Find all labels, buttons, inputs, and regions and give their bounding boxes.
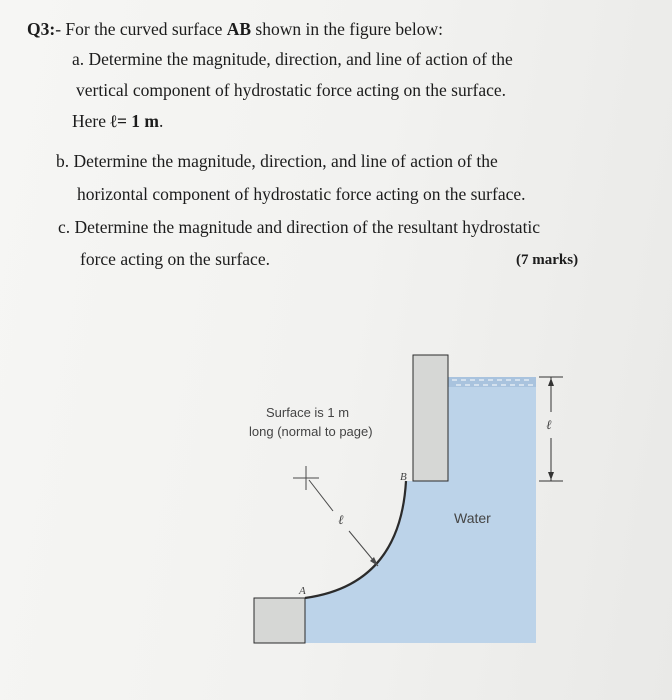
length-value: ℓ= 1 m (110, 111, 160, 131)
depth-arrow-top (548, 378, 554, 386)
note-line2: long (normal to page) (249, 424, 373, 439)
part-a-line1: a. Determine the magnitude, direction, and line of action of the (72, 49, 513, 69)
radius-label: ℓ (338, 512, 344, 527)
part-c-line1: c. Determine the magnitude and direction of the resultant hydrostatic (58, 217, 541, 237)
part-a-line2: vertical component of hydrostatic force acting on the surface. (76, 80, 507, 100)
depth-arrow-bottom (548, 472, 554, 480)
water-label: Water (454, 510, 491, 526)
point-a-label: A (299, 585, 306, 597)
surface-name: AB (226, 19, 252, 39)
marks-label: (7 marks) (516, 252, 579, 268)
depth-label: ℓ (546, 417, 552, 432)
base-block (254, 598, 305, 643)
radius-line-upper (309, 480, 333, 511)
part-a-here: Here (72, 111, 111, 131)
question-label: Q3: (27, 19, 56, 39)
point-b-label: B (400, 471, 407, 483)
part-b-line1: b. Determine the magnitude, direction, and line of action of the (56, 151, 498, 171)
question-intro: - For the curved surface (55, 19, 227, 39)
part-c-line2: force acting on the surface. (80, 249, 270, 269)
part-b-line2: horizontal component of hydrostatic force acting on the surface. (77, 184, 526, 204)
note-line1: Surface is 1 m (266, 405, 350, 420)
part-a-period: . (159, 111, 164, 131)
question-intro-end: shown in the figure below: (251, 19, 444, 39)
vertical-wall (413, 355, 448, 481)
